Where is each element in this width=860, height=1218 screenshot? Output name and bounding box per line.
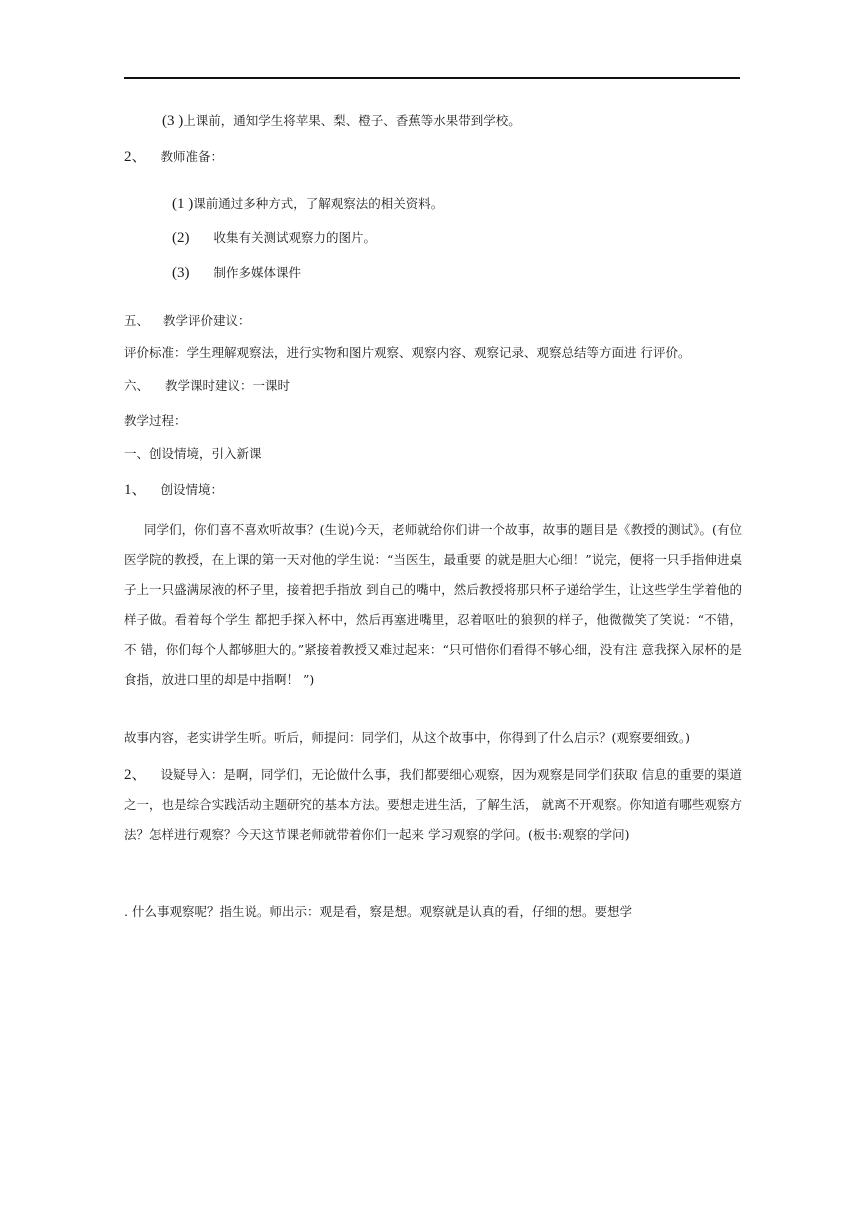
section-6-heading	[124, 378, 290, 394]
item-text: 上课前，通知学生将苹果、梨、橙子、香蕉等水果带到学校。	[183, 113, 521, 128]
teacher-prep-heading	[124, 149, 223, 165]
item-number: (3 )	[162, 113, 184, 129]
item-text: 创设情境：	[160, 482, 224, 497]
teacher-item-3	[172, 265, 301, 281]
create-context-heading	[124, 482, 223, 498]
part-1-heading: 一、创设情境，引入新课	[124, 446, 262, 461]
item-text: 收集有关测试观察力的图片。	[213, 230, 377, 245]
section-title: 教学课时建议：一课时	[165, 378, 291, 393]
item-text: 课前通过多种方式，了解观察法的相关资料。	[193, 196, 444, 211]
item-number: 2、	[124, 149, 147, 165]
item-number: 2、	[124, 767, 147, 783]
section-number: 六、	[124, 378, 150, 393]
teaching-process-label: 教学过程：	[124, 413, 187, 428]
item-text: 制作多媒体课件	[213, 265, 302, 280]
section-title: 教学评价建议：	[163, 313, 251, 328]
evaluation-criteria: 评价标准：学生理解观察法，进行实物和图片观察、观察内容、观察记录、观察总结等方面进 行评价。	[124, 345, 691, 360]
story-paragraph: 同学们，你们喜不喜欢听故事？(生说)今天，老师就给你们讲一个故事，故事的题目是《教授的测试》。(有位医学院的教授，在上课的第一天对他的学生说：“当医生，最重要 的就是胆大心细！”说完，便将一只手指伸进桌子上一只盛满尿液的杯子里，接着把手指放 到自己的嘴中，然后教授将那只杯子递给学生，让这些学生学着他的样子做。看着每个学生 都把手探入杯中，然后再塞进嘴里，忍着呕吐的狼狈的样子，他微微笑了笑说：“不错，不 错，你们每个人都够胆大的。”紧接着教授又难过起来：“只可惜你们看得不够心细，没有注 意我探入尿杯的是食指，放进口里的却是中指啊！ ”)	[124, 522, 742, 687]
item-number: (1 )	[172, 196, 194, 212]
section-5-heading	[124, 313, 251, 329]
prep-item-3	[162, 113, 521, 129]
item-number: (3)	[172, 265, 190, 281]
teacher-item-1	[172, 196, 443, 212]
section-number: 五、	[124, 313, 150, 328]
guide-paragraph	[124, 760, 742, 850]
story-followup: 故事内容，老实讲学生听。听后，师提问：同学们，从这个故事中，你得到了什么启示？(观察要细致。)	[124, 730, 691, 745]
observation-definition: . 什么事观察呢？指生说。师出示：观是看，察是想。观察就是认真的看，仔细的想。要想学	[124, 904, 632, 919]
header-rule	[124, 77, 740, 79]
item-number: (2)	[172, 230, 190, 246]
item-text: 设疑导入：是啊，同学们，无论做什么事，我们都要细心观察，因为观察是同学们获取 信息的重要的渠道之一，也是综合实践活动主题研究的基本方法。要想走进生活，了解生活， 就离不开观察。你知道有哪些观察方法？怎样进行观察？今天这节课老师就带着你们一起来 学习观察的学问。(板书:观察的学问)	[124, 767, 742, 842]
item-text: 教师准备：	[160, 149, 224, 164]
teacher-item-2	[172, 230, 376, 246]
item-number: 1、	[124, 482, 147, 498]
